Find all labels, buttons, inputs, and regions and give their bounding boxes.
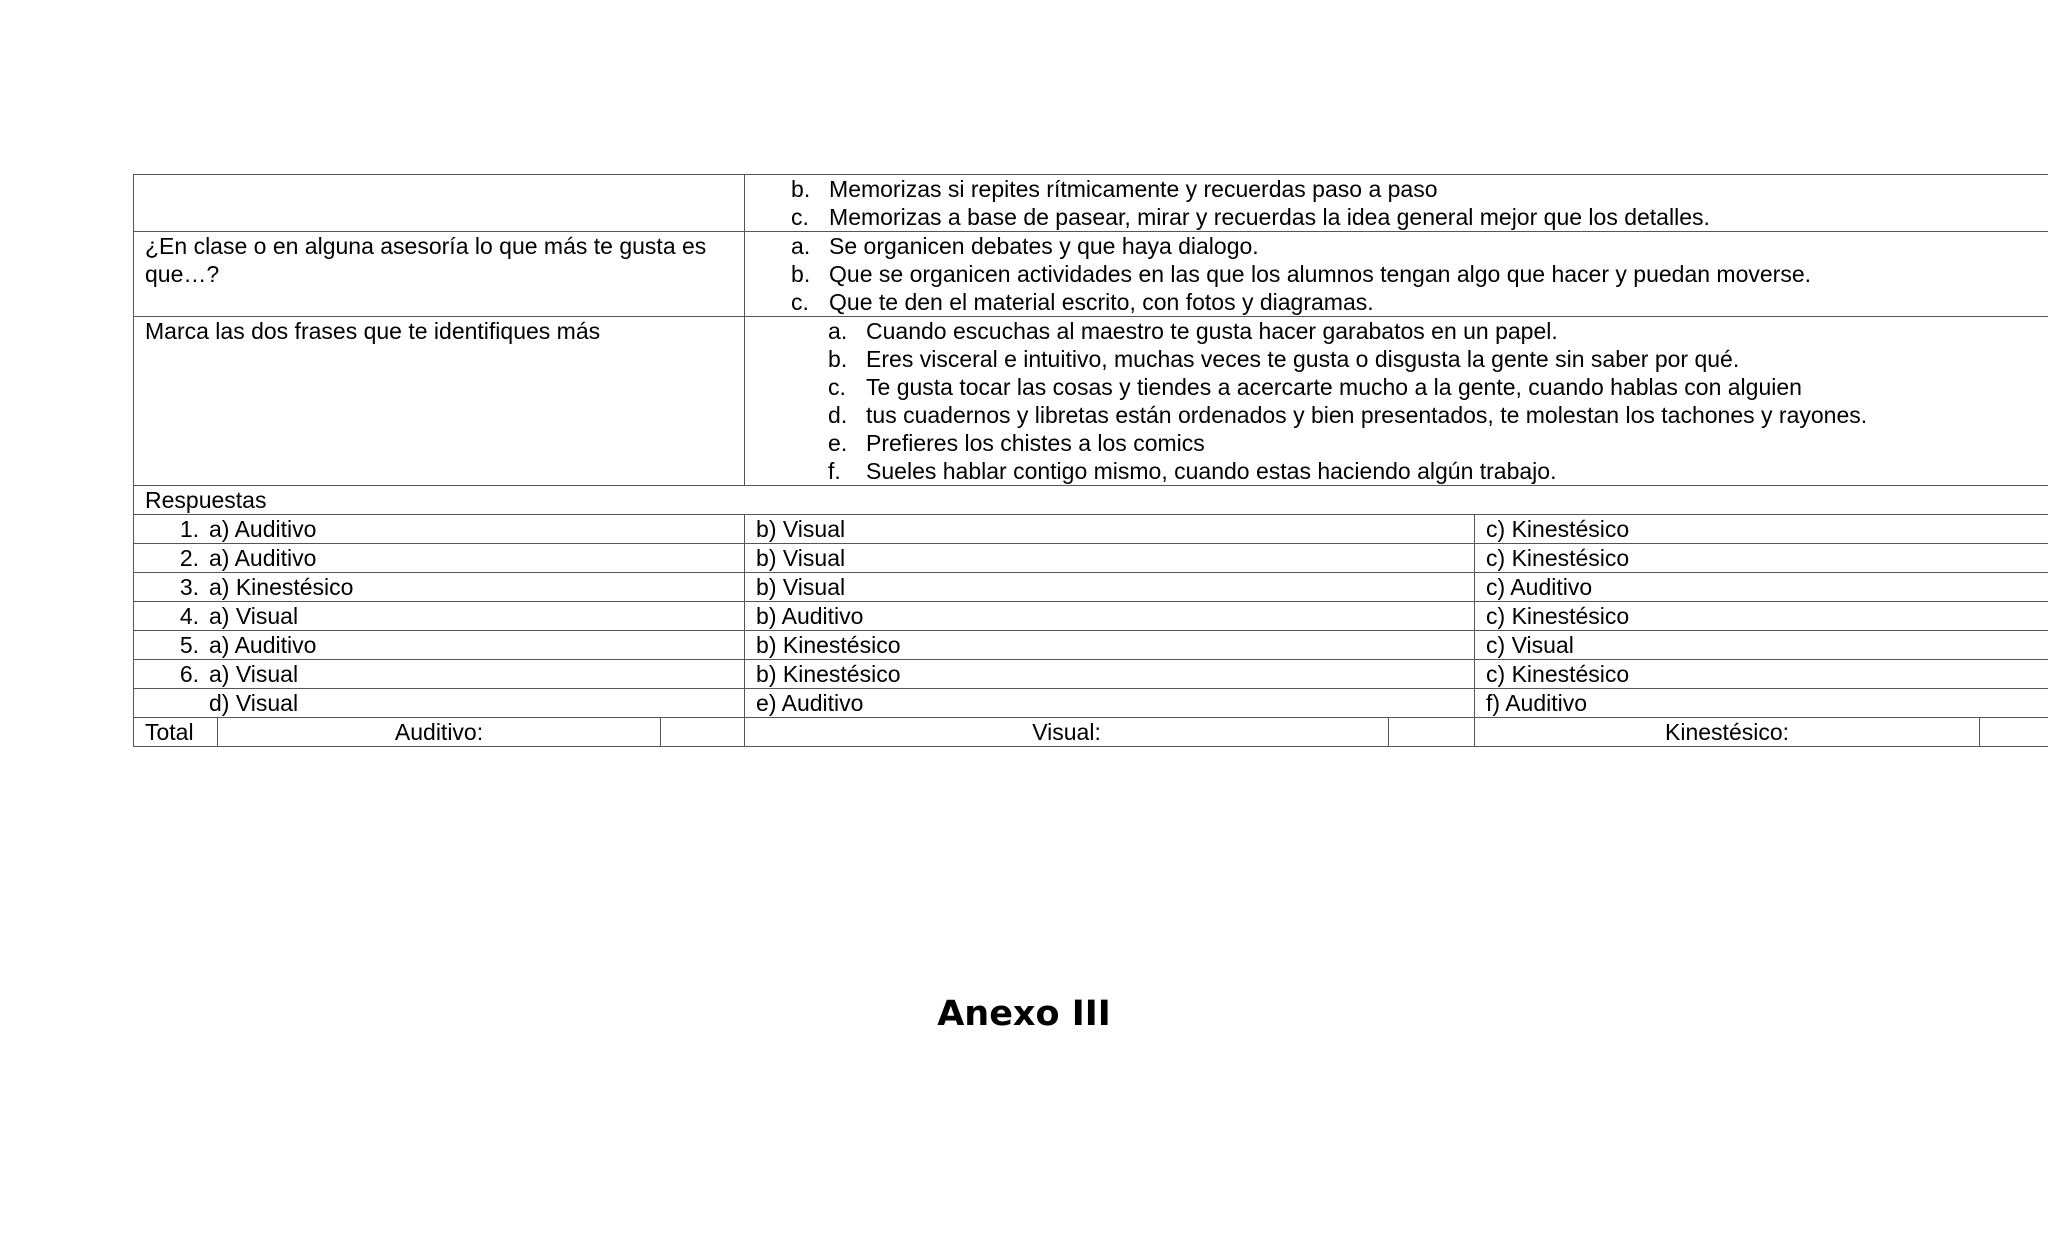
answer-row	[134, 631, 2048, 660]
question-cell: ¿En clase o en alguna asesoría lo que más te gusta es que…?	[134, 232, 745, 317]
answer-cell-b: b) Visual	[745, 544, 1475, 573]
question-row	[134, 232, 2048, 317]
answer-cell-b: b) Visual	[745, 515, 1475, 544]
answer-cell-c: f) Auditivo	[1475, 689, 2048, 718]
answer-cell-a	[134, 689, 745, 718]
questionnaire-table	[133, 174, 2048, 747]
answer-cell-c: c) Kinestésico	[1475, 602, 2048, 631]
answer-a-text: a) Auditivo	[209, 632, 317, 658]
option-item	[756, 345, 2048, 373]
option-text: Sueles hablar contigo mismo, cuando estas haciendo algún trabajo.	[866, 458, 1557, 484]
option-item	[756, 401, 2048, 429]
option-item	[756, 260, 2048, 288]
answer-row	[134, 515, 2048, 544]
answer-cell-a	[134, 631, 745, 660]
answer-number: 6.	[179, 661, 199, 687]
question-row	[134, 175, 2048, 232]
answer-cell-a	[134, 660, 745, 689]
answer-cell-a	[134, 573, 745, 602]
option-item	[756, 232, 2048, 260]
option-item	[756, 203, 2048, 231]
answer-number: 4.	[179, 603, 199, 629]
total-visual-label: Visual:	[745, 718, 1389, 747]
option-item	[756, 429, 2048, 457]
answer-a-text: a) Kinestésico	[209, 574, 354, 600]
answer-a-text: a) Auditivo	[209, 516, 317, 542]
question-cell	[134, 175, 745, 232]
option-text: Prefieres los chistes a los comics	[866, 430, 1205, 456]
option-item	[756, 317, 2048, 345]
options-cell	[745, 317, 2048, 486]
option-text: Te gusta tocar las cosas y tiendes a acercarte mucho a la gente, cuando hablas con alguien	[866, 374, 1802, 400]
option-text: Que se organicen actividades en las que los alumnos tengan algo que hacer y puedan moverse.	[829, 261, 1812, 287]
answer-a-text: a) Auditivo	[209, 545, 317, 571]
answer-number: 3.	[179, 574, 199, 600]
option-marker: a.	[791, 233, 811, 259]
answer-cell-b: b) Auditivo	[745, 602, 1475, 631]
option-text: Memorizas si repites rítmicamente y recuerdas paso a paso	[829, 176, 1438, 202]
total-row	[134, 718, 2048, 747]
total-kinestesico-value[interactable]	[1980, 718, 2048, 747]
total-auditivo-value[interactable]	[661, 718, 745, 747]
answer-cell-c: c) Kinestésico	[1475, 660, 2048, 689]
options-cell	[745, 232, 2048, 317]
answers-heading: Respuestas	[134, 486, 2048, 515]
option-marker: c.	[791, 204, 809, 230]
answers-heading-row	[134, 486, 2048, 515]
total-kinestesico-label: Kinestésico:	[1475, 718, 1980, 747]
option-marker: b.	[791, 261, 811, 287]
option-marker: c.	[791, 289, 809, 315]
option-text: Que te den el material escrito, con fotos y diagramas.	[829, 289, 1374, 315]
option-item	[756, 175, 2048, 203]
answer-cell-a	[134, 544, 745, 573]
total-visual-value[interactable]	[1389, 718, 1475, 747]
answer-a-text: a) Visual	[209, 603, 299, 629]
option-marker: b.	[791, 176, 811, 202]
total-auditivo-label: Auditivo:	[218, 718, 661, 747]
option-text: Memorizas a base de pasear, mirar y recuerdas la idea general mejor que los detalles.	[829, 204, 1710, 230]
answer-row	[134, 602, 2048, 631]
option-marker: c.	[828, 374, 846, 400]
option-marker: b.	[828, 346, 848, 372]
option-item	[756, 288, 2048, 316]
answer-cell-a	[134, 602, 745, 631]
answer-number: 1.	[179, 516, 199, 542]
option-marker: a.	[828, 318, 848, 344]
answer-cell-c: c) Kinestésico	[1475, 515, 2048, 544]
option-text: Eres visceral e intuitivo, muchas veces te gusta o disgusta la gente sin saber por qué.	[866, 346, 1740, 372]
annex-title: Anexo III	[937, 994, 1111, 1034]
answer-cell-c: c) Visual	[1475, 631, 2048, 660]
answer-number: 5.	[179, 632, 199, 658]
option-marker: f.	[828, 458, 841, 484]
answer-row	[134, 689, 2048, 718]
answer-a-text: d) Visual	[209, 690, 299, 716]
answer-cell-b: e) Auditivo	[745, 689, 1475, 718]
option-text: tus cuadernos y libretas están ordenados y bien presentados, te molestan los tachones y rayones.	[866, 402, 1868, 428]
answer-cell-b: b) Kinestésico	[745, 631, 1475, 660]
option-item	[756, 373, 2048, 401]
answer-cell-a	[134, 515, 745, 544]
answer-cell-b: b) Visual	[745, 573, 1475, 602]
question-row	[134, 317, 2048, 486]
option-text: Cuando escuchas al maestro te gusta hacer garabatos en un papel.	[866, 318, 1558, 344]
option-marker: d.	[828, 402, 848, 428]
option-marker: e.	[828, 430, 848, 456]
answer-cell-c: c) Kinestésico	[1475, 544, 2048, 573]
option-item	[756, 457, 2048, 485]
total-label: Total	[134, 718, 218, 747]
answer-a-text: a) Visual	[209, 661, 299, 687]
answer-row	[134, 573, 2048, 602]
answer-cell-b: b) Kinestésico	[745, 660, 1475, 689]
answer-row	[134, 544, 2048, 573]
options-cell	[745, 175, 2048, 232]
answer-number: 2.	[179, 545, 199, 571]
question-cell: Marca las dos frases que te identifiques más	[134, 317, 745, 486]
answer-row	[134, 660, 2048, 689]
option-text: Se organicen debates y que haya dialogo.	[829, 233, 1259, 259]
answer-cell-c: c) Auditivo	[1475, 573, 2048, 602]
